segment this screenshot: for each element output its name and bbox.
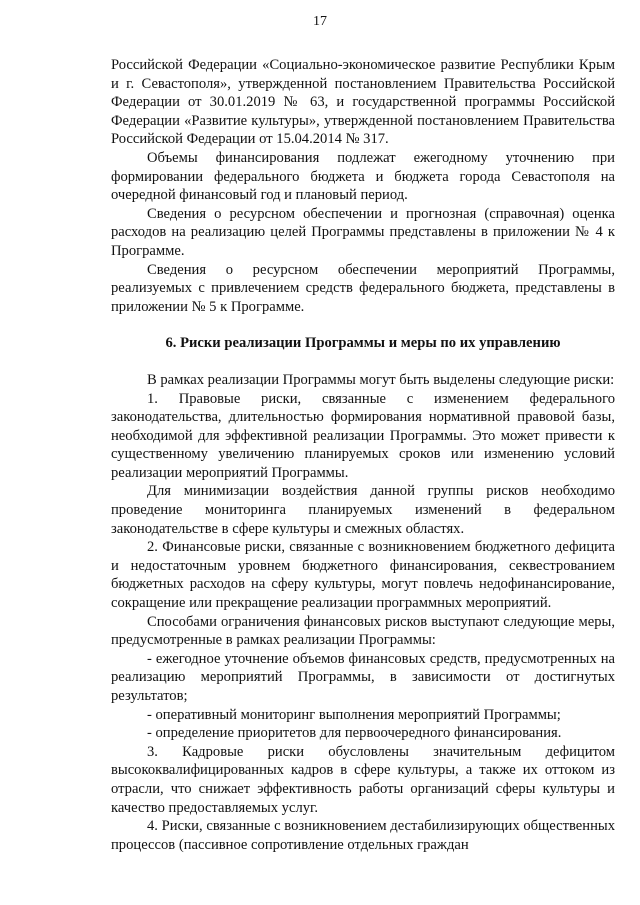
- paragraph-legal-risk-mitigation: Для минимизации воздействия данной группы рисков необходимо проведение мониторинга планируемых изменений в федеральном законодательстве в сфере культуры и смежных областях.: [111, 483, 615, 537]
- paragraph-risks-intro: В рамках реализации Программы могут быть выделены следующие риски:: [147, 371, 615, 388]
- paragraph-program-reference: Российской Федерации «Социально-экономическое развитие Республики Крым и г. Севастополя», утвержденной постановлением Правительства Российской Федерации от 30.01.2019 № 63, и государственной программы Российской Федерации «Развитие культуры», утвержденной постановлением Правительства Российской Федерации от 15.04.2014 № 317.: [111, 57, 615, 148]
- paragraph-legal-risks: 1. Правовые риски, связанные с изменением федерального законодательства, длительностью формирования нормативной правовой базы, необходимой для эффективной реализации Программы. Это может привести к существенному увеличению планируемых сроков или изменению условий реализации мероприятий Программы.: [111, 390, 615, 481]
- paragraph-personnel-risks: 3. Кадровые риски обусловлены значительным дефицитом высококвалифицированных кадров в сфере культуры, а также их оттоком из отрасли, что снижает эффективность работы организаций сферы культуры и качество предоставляемых услуг.: [111, 743, 615, 816]
- paragraph-financial-risk-measures: Способами ограничения финансовых рисков выступают следующие меры, предусмотренные в рамках реализации Программы:: [111, 613, 615, 649]
- list-item-operational-monitoring: - оперативный мониторинг выполнения мероприятий Программы;: [147, 706, 561, 723]
- section-heading: 6. Риски реализации Программы и меры по их управлению: [165, 335, 561, 352]
- page-number: 17: [313, 14, 327, 29]
- paragraph-funding-volumes: Объемы финансирования подлежат ежегодному уточнению при формировании федерального бюджета и бюджета города Севастополя на очередной финансовый год и плановый период.: [111, 149, 615, 204]
- paragraph-social-risks: 4. Риски, связанные с возникновением дестабилизирующих общественных процессов (пассивное сопротивление отдельных граждан: [111, 818, 615, 853]
- list-item-priority-financing: - определение приоритетов для первоочередного финансирования.: [147, 725, 562, 742]
- paragraph-federal-resources: Сведения о ресурсном обеспечении мероприятий Программы, реализуемых с привлечением средств федерального бюджета, представлены в приложении № 5 к Программе.: [111, 261, 615, 315]
- paragraph-financial-risks: 2. Финансовые риски, связанные с возникновением бюджетного дефицита и недостаточным уровнем бюджетного финансирования, секвестрованием бюджетных расходов на сферу культуры, могут повлечь недофинансирование, сокращение или прекращение реализации программных мероприятий.: [111, 539, 615, 612]
- paragraph-resource-estimate: Сведения о ресурсном обеспечении и прогнозная (справочная) оценка расходов на реализацию целей Программы представлены в приложении № 4 к Программе.: [111, 205, 615, 259]
- document-body: [111, 56, 615, 854]
- list-item-annual-adjustment: - ежегодное уточнение объемов финансовых средств, предусмотренных на реализацию мероприятий Программы, в зависимости от достигнутых результатов;: [111, 650, 615, 704]
